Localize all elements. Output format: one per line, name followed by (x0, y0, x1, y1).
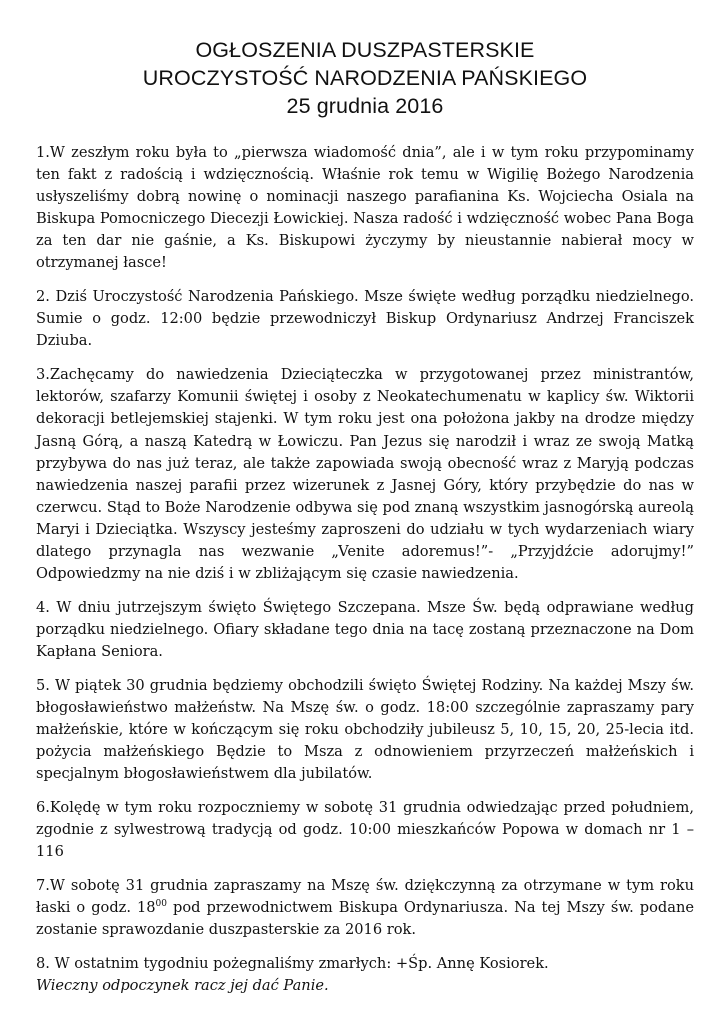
prayer-line: Wieczny odpoczynek racz jej dać Panie. (36, 977, 329, 994)
document-header (36, 36, 694, 120)
announcement-5: 5. W piątek 30 grudnia będziemy obchodzili święto Świętej Rodziny. Na każdej Mszy św. błogosławieństwo małżeństw. Na Mszę św. o godz. 18:00 szczególnie zapraszamy pary małżeńskie, które w kończącym się roku obchodziły jubileusz 5, 10, 15, 20, 25-lecia itd. pożycia małżeńskiego Będzie to Msza z odnowieniem przyrzeczeń małżeńskich i specjalnym błogosławieństwem dla jubilatów. (36, 676, 694, 783)
announcement-7-text-start: 7.W sobotę 31 grudnia zapraszamy na Mszę św. dziękczynną za otrzymane w tym roku łaski o godz. 18 (36, 876, 694, 917)
header-title: OGŁOSZENIA DUSZPASTERSKIE (195, 38, 535, 62)
announcement-7 (36, 875, 694, 941)
header-subtitle: UROCZYSTOŚĆ NARODZENIA PAŃSKIEGO (142, 66, 588, 90)
announcement-8-text: 8. W ostatnim tygodniu pożegnaliśmy zmarłych: +Śp. Annę Kosiorek. (36, 954, 549, 972)
time-superscript: 00 (155, 899, 167, 910)
announcement-6: 6.Kolędę w tym roku rozpoczniemy w sobotę 31 grudnia odwiedzając przed południem, zgodnie z sylwestrową tradycją od godz. 10:00 mieszkańców Popowa w domach nr 1 – 116 (36, 798, 694, 861)
announcement-3: 3.Zachęcamy do nawiedzenia Dzieciąteczka w przygotowanej przez ministrantów, lektorów, szafarzy Komunii świętej i osoby z Neokatechumenatu w kaplicy św. Wiktorii dekoracji betlejemskiej stajenki. W tym roku jest ona położona jakby na drodze między Jasną Górą, a naszą Katedrą w Łowiczu. Pan Jezus się narodził i wraz ze swoją Matką przybywa do nas już teraz, ale także zapowiada swoją obecność wraz z Maryją podczas nawiedzenia naszej parafii przez wizerunek z Jasnej Góry, który przybędzie do nas w czerwcu. Stąd to Boże Narodzenie odbywa się pod znaną wszystkim jasnogórską aureolą Maryi i Dzieciątka. Wszyscy jesteśmy zaproszeni do udziału w tych wydarzeniach wiary dlatego przynagla nas wezwanie „Venite adoremus!”- „Przyjdźcie adorujmy!” Odpowiedzmy na nie dziś i w zbliżającym się czasie nawiedzenia. (36, 366, 694, 583)
announcement-8 (36, 953, 694, 997)
announcement-page (36, 36, 694, 997)
announcement-1: 1.W zeszłym roku była to „pierwsza wiadomość dnia”, ale i w tym roku przypominamy ten fakt z radością i wdzięcznością. Właśnie rok temu w Wigilię Bożego Narodzenia usłyszeliśmy dobrą nowinę o nominacji naszego parafianina Ks. Wojciecha Osiala na Biskupa Pomocniczego Diecezji Łowickiej. Nasza radość i wdzięczność wobec Pana Boga za ten dar nie gaśnie, a Ks. Biskupowi życzymy by nieustannie nabierał mocy w otrzymanej łasce! (36, 144, 694, 272)
announcement-2: 2. Dziś Uroczystość Narodzenia Pańskiego. Msze święte według porządku niedzielnego. Sumie o godz. 12:00 będzie przewodniczył Biskup Ordynariusz Andrzej Franciszek Dziuba. (36, 288, 694, 350)
announcement-7-text-end: pod przewodnictwem Biskupa Ordynariusza. Na tej Mszy św. podane zostanie sprawozdanie duszpasterskie za 2016 rok. (36, 899, 694, 939)
announcement-4: 4. W dniu jutrzejszym święto Świętego Szczepana. Msze Św. będą odprawiane według porządku niedzielnego. Ofiary składane tego dnia na tacę zostaną przeznaczone na Dom Kapłana Seniora. (36, 598, 694, 661)
header-date: 25 grudnia 2016 (286, 94, 444, 118)
